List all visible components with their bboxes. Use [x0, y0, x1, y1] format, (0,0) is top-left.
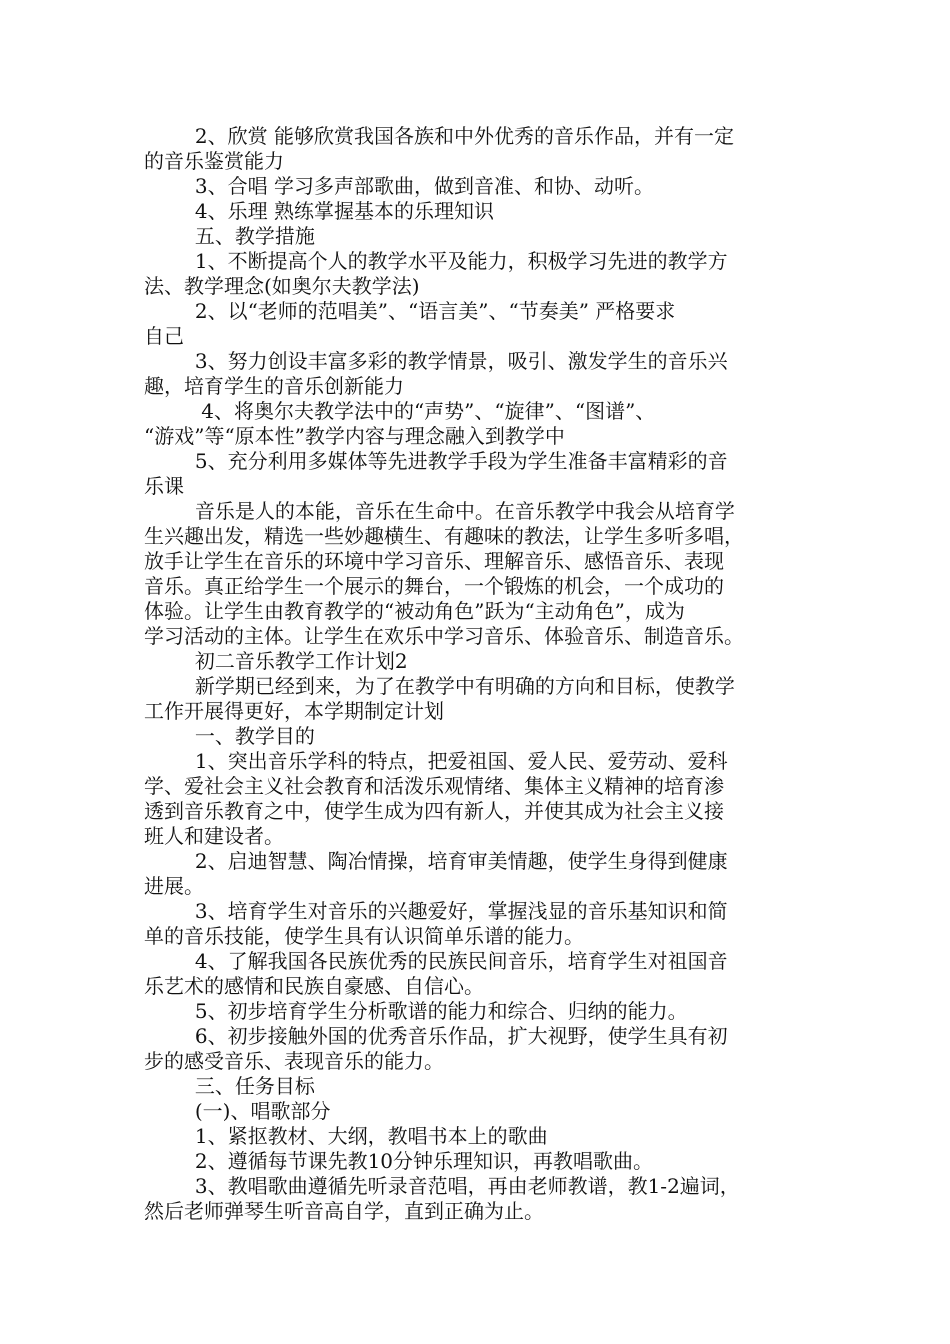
text-line: 学习活动的主体。让学生在欢乐中学习音乐、体验音乐、制造音乐。: [144, 624, 744, 648]
text-line: 新学期已经到来，为了在教学中有明确的方向和目标，使教学: [144, 674, 735, 698]
text-line: 透到音乐教育之中，使学生成为四有新人，并使其成为社会主义接: [144, 799, 724, 823]
text-line: 音乐。真正给学生一个展示的舞台，一个锻炼的机会，一个成功的: [144, 574, 724, 598]
text-line: 学、爱社会主义社会教育和活泼乐观情绪、集体主义精神的培育渗: [144, 774, 724, 798]
text-line: 体验。让学生由教育教学的“被动角色”跃为“主动角色”，成为: [144, 599, 685, 623]
text-line: 一、教学目的: [144, 724, 315, 748]
text-line: 6、初步接触外国的优秀音乐作品，扩大视野，使学生具有初: [144, 1024, 728, 1048]
text-line: 5、初步培育学生分析歌谱的能力和综合、归纳的能力。: [144, 999, 688, 1023]
text-line: 的音乐鉴赏能力: [144, 149, 284, 173]
text-line: 2、欣赏 能够欣赏我国各族和中外优秀的音乐作品，并有一定: [144, 124, 734, 148]
text-line: 5、充分利用多媒体等先进教学手段为学生准备丰富精彩的音: [144, 449, 728, 473]
text-line: 进展。: [144, 874, 204, 898]
text-line: 4、将奥尔夫教学法中的“声势”、“旋律”、“图谱”、: [144, 399, 656, 423]
text-line: 乐艺术的感情和民族自豪感、自信心。: [144, 974, 484, 998]
text-line: 1、突出音乐学科的特点，把爱祖国、爱人民、爱劳动、爱科: [144, 749, 728, 773]
text-line: 然后老师弹琴生听音高自学，直到正确为止。: [144, 1199, 544, 1223]
text-line: 4、乐理 熟练掌握基本的乐理知识: [144, 199, 494, 223]
text-line: 3、培育学生对音乐的兴趣爱好，掌握浅显的音乐基知识和简: [144, 899, 728, 923]
text-line: 4、了解我国各民族优秀的民族民间音乐，培育学生对祖国音: [144, 949, 728, 973]
text-line: 1、不断提高个人的教学水平及能力，积极学习先进的教学方: [144, 249, 728, 273]
text-line: 放手让学生在音乐的环境中学习音乐、理解音乐、感悟音乐、表现: [144, 549, 724, 573]
text-line: 乐课: [144, 474, 184, 498]
text-line: 单的音乐技能，使学生具有认识简单乐谱的能力。: [144, 924, 584, 948]
text-line: 2、以“老师的范唱美”、“语言美”、“节奏美” 严格要求: [144, 299, 676, 323]
text-line: 音乐是人的本能，音乐在生命中。在音乐教学中我会从培育学: [144, 499, 735, 523]
text-line: 趣，培育学生的音乐创新能力: [144, 374, 404, 398]
text-line: 班人和建设者。: [144, 824, 284, 848]
text-line: 生兴趣出发，精选一些妙趣横生、有趣味的教法，让学生多听多唱，: [144, 524, 744, 548]
text-line: 自己: [144, 324, 184, 348]
text-line: 初二音乐教学工作计划2: [144, 649, 408, 673]
text-line: (一)、唱歌部分: [144, 1099, 331, 1123]
text-line: 工作开展得更好，本学期制定计划: [144, 699, 444, 723]
text-line: 五、教学措施: [144, 224, 315, 248]
text-line: 法、教学理念(如奥尔夫教学法): [144, 274, 420, 298]
text-line: 三、任务目标: [144, 1074, 315, 1098]
text-line: 3、合唱 学习多声部歌曲，做到音准、和协、动听。: [144, 174, 654, 198]
text-line: 1、紧抠教材、大纲，教唱书本上的歌曲: [144, 1124, 548, 1148]
text-line: 2、启迪智慧、陶冶情操，培育审美情趣，使学生身得到健康: [144, 849, 728, 873]
text-line: “游戏”等“原本性”教学内容与理念融入到教学中: [144, 424, 565, 448]
text-line: 2、遵循每节课先教10分钟乐理知识，再教唱歌曲。: [144, 1149, 654, 1173]
text-line: 步的感受音乐、表现音乐的能力。: [144, 1049, 444, 1073]
text-line: 3、教唱歌曲遵循先听录音范唱，再由老师教谱，教1-2遍词，: [144, 1174, 740, 1198]
text-line: 3、努力创设丰富多彩的教学情景，吸引、激发学生的音乐兴: [144, 349, 728, 373]
